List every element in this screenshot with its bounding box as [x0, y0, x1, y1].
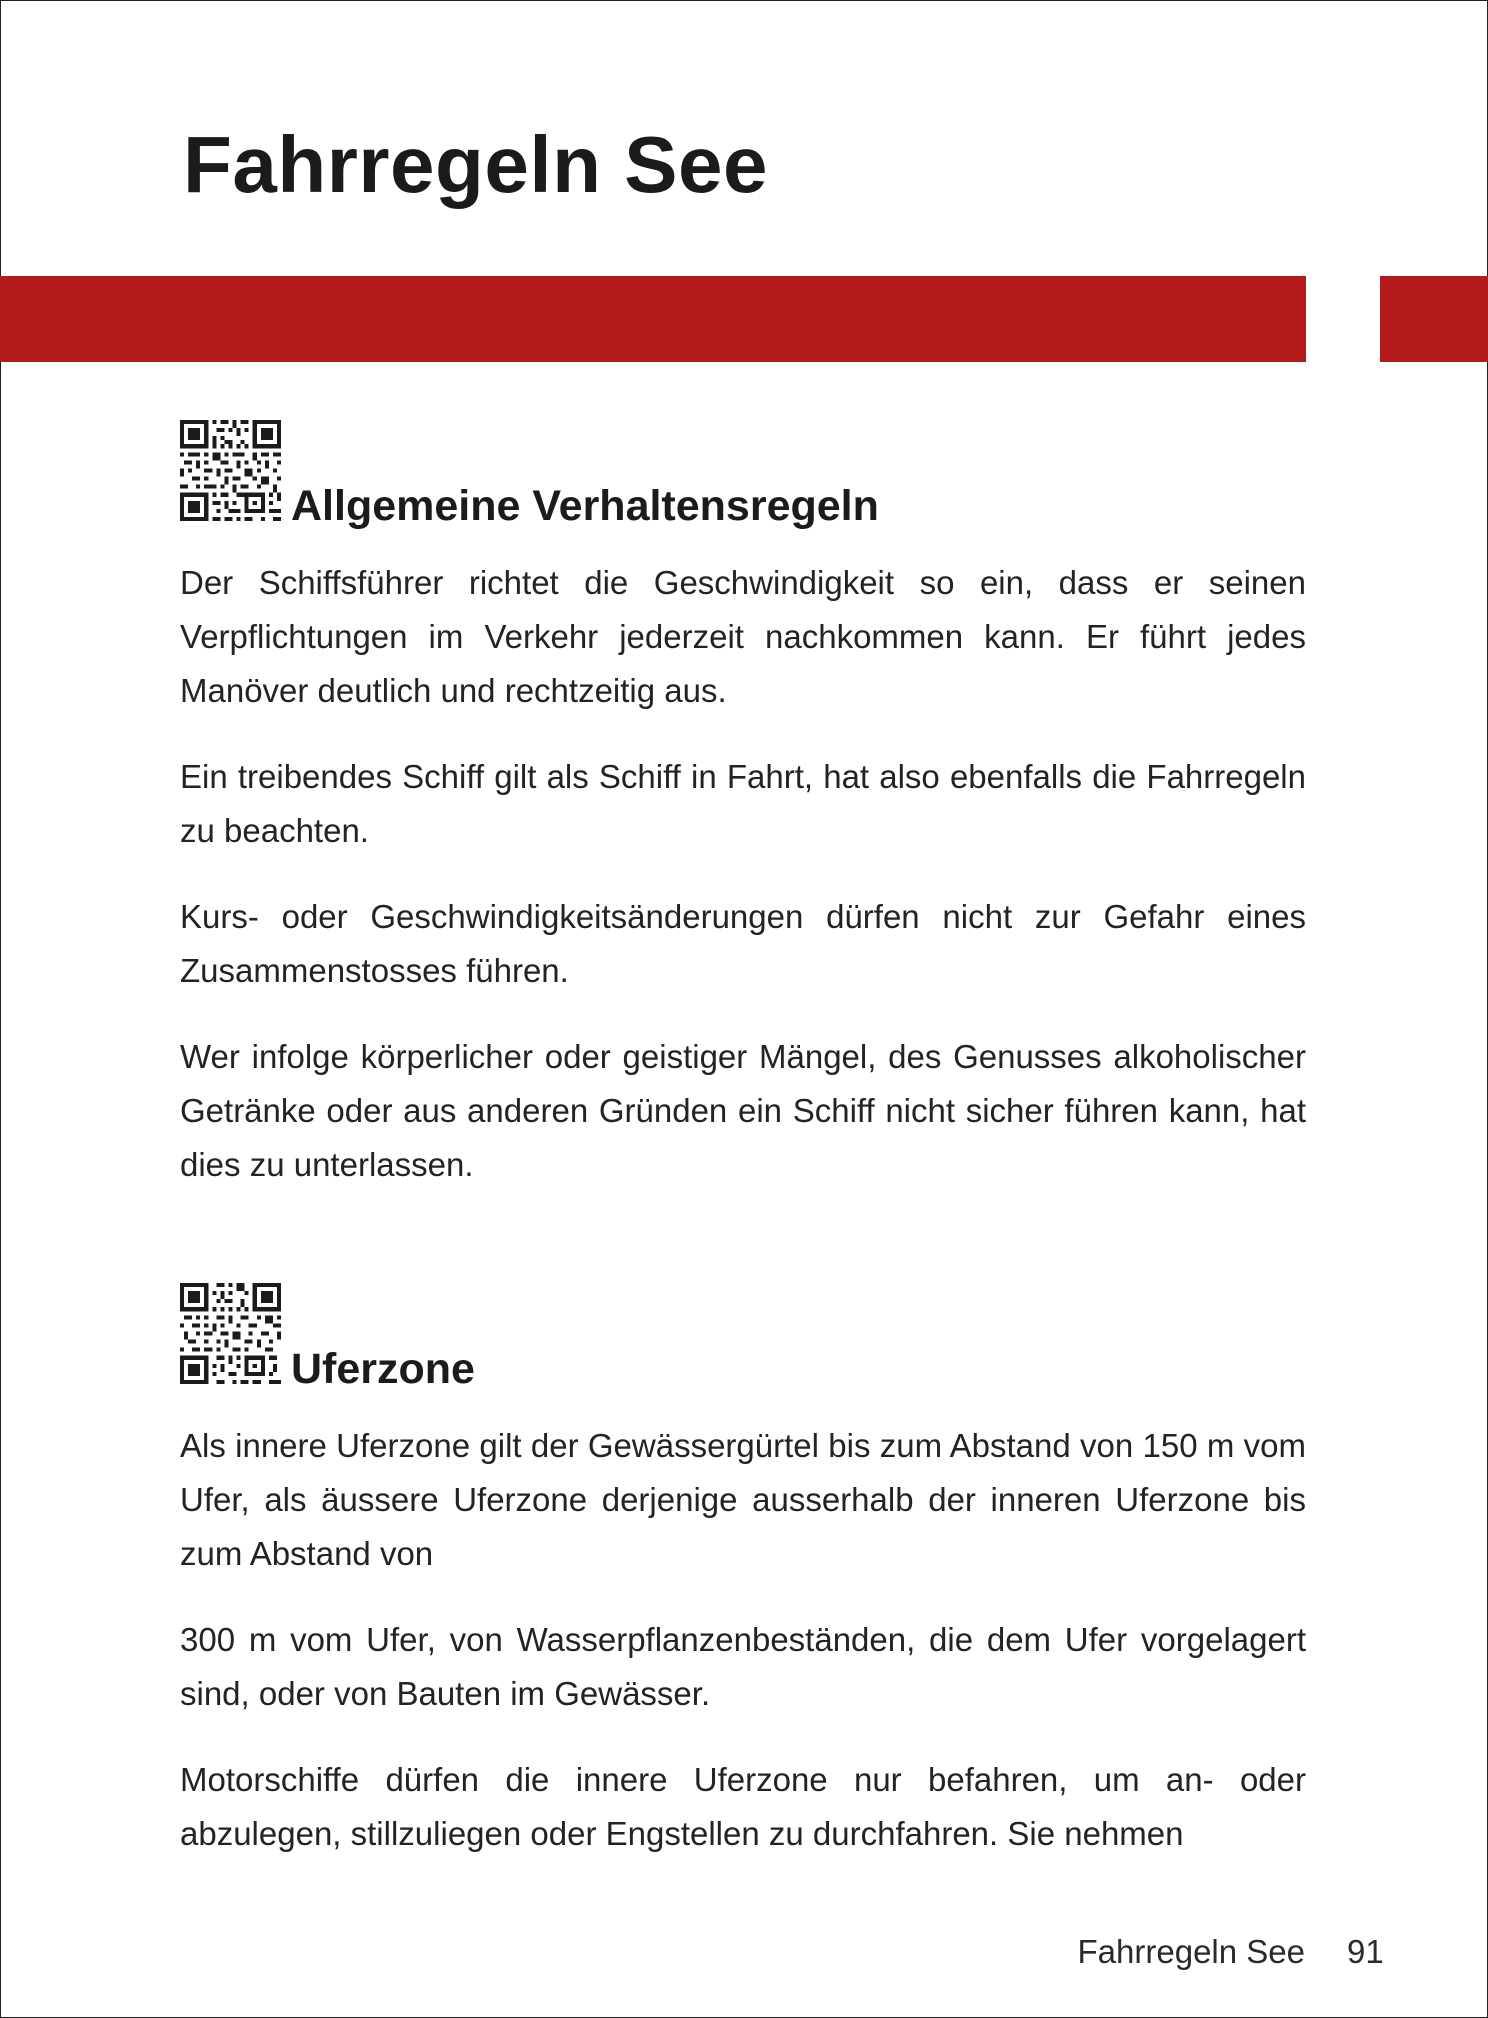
section-body [180, 1419, 1306, 1861]
section-title: Uferzone [291, 1345, 475, 1393]
thumb-index-tab [1380, 276, 1488, 362]
qr-code-icon[interactable] [180, 1283, 281, 1384]
paragraph: Motorschiffe dürfen die innere Uferzone nur befahren, um an- oder abzulegen, stillzuliegen oder Engstellen zu durchfahren. Sie nehmen [180, 1761, 1306, 1852]
section-body [180, 556, 1306, 1192]
qr-code-icon[interactable] [180, 420, 281, 521]
section-title: Allgemeine Verhaltensregeln [291, 482, 879, 530]
section-heading-row [180, 420, 1306, 528]
section-heading-row [180, 1283, 1306, 1391]
section-shore-zone [180, 1283, 1306, 1861]
paragraph: Als innere Uferzone gilt der Gewässergürtel bis zum Abstand von 150 m vom Ufer, als äussere Uferzone derjenige ausserhalb der inneren Uferzone bis zum Abstand von [180, 1427, 1306, 1572]
chapter-title: Fahrregeln See [183, 120, 769, 209]
running-title: Fahrregeln See [1077, 1933, 1305, 1970]
paragraph: Kurs- oder Geschwindigkeitsänderungen dürfen nicht zur Gefahr eines Zusammenstosses führen. [180, 898, 1306, 989]
paragraph: Der Schiffsführer richtet die Geschwindigkeit so ein, dass er seinen Verpflichtungen im Verkehr jederzeit nachkommen kann. Er führt jedes Manöver deutlich und rechtzeitig aus. [180, 564, 1306, 709]
paragraph: Ein treibendes Schiff gilt als Schiff in Fahrt, hat also ebenfalls die Fahrregeln zu beachten. [180, 758, 1306, 849]
paragraph: 300 m vom Ufer, von Wasserpflanzenbeständen, die dem Ufer vorgelagert sind, oder von Bauten im Gewässer. [180, 1621, 1306, 1712]
paragraph: Wer infolge körperlicher oder geistiger Mängel, des Genusses alkoholischer Getränke oder aus anderen Gründen ein Schiff nicht sicher führen kann, hat dies zu unterlassen. [180, 1038, 1306, 1183]
page-number: 91 [1347, 1933, 1384, 1970]
section-general-rules [180, 420, 1306, 1192]
page-footer [0, 1933, 1488, 1983]
chapter-header-band [0, 276, 1306, 362]
